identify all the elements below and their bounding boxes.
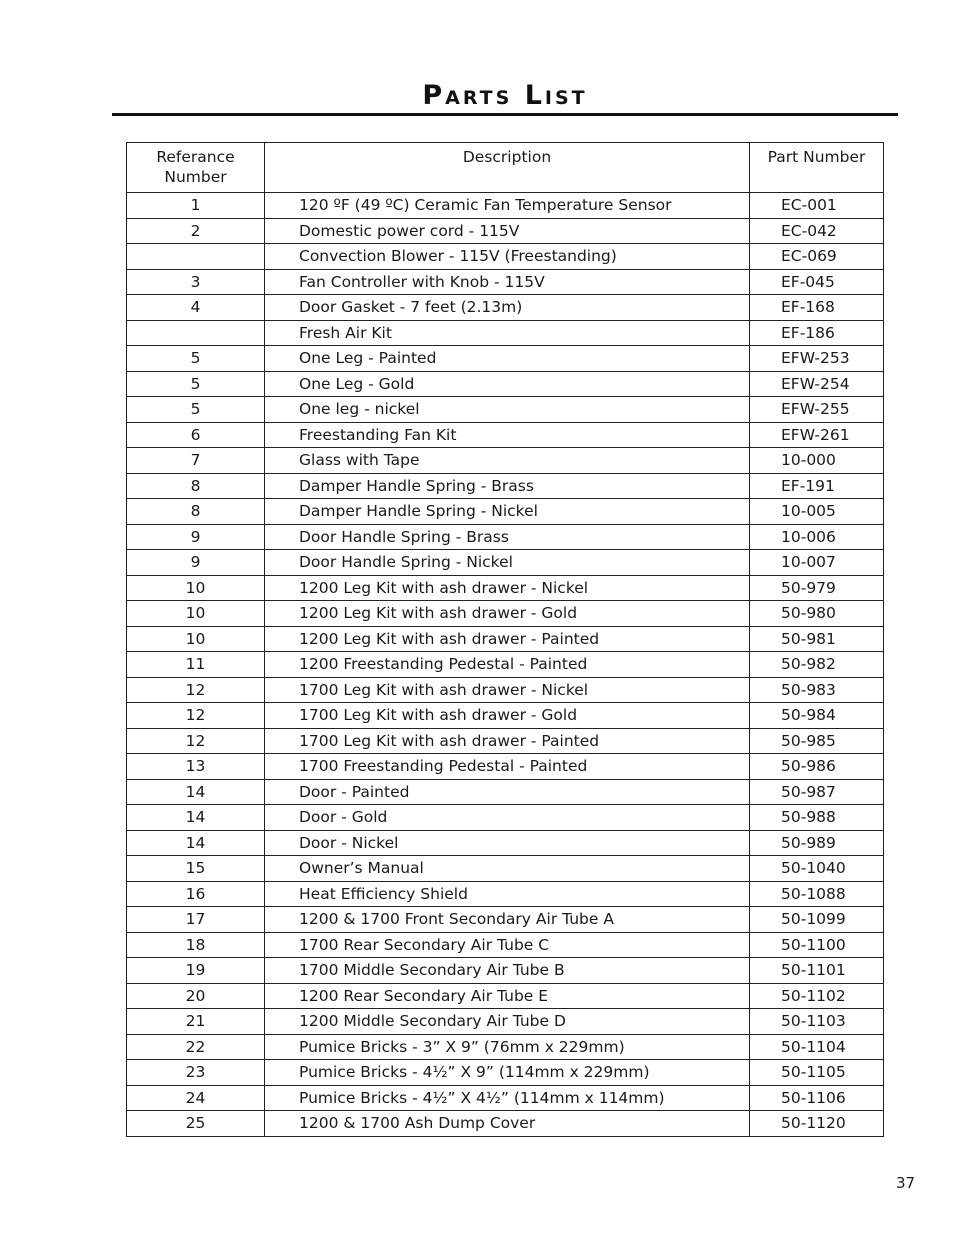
table-row: [127, 1034, 884, 1060]
cell-part-number: 50-1088: [750, 881, 884, 907]
cell-part-number: EFW-253: [750, 346, 884, 372]
cell-description: Fan Controller with Knob - 115V: [265, 269, 750, 295]
cell-part-number: 50-979: [750, 575, 884, 601]
cell-description: 1200 Leg Kit with ash drawer - Nickel: [265, 575, 750, 601]
cell-description: Pumice Bricks - 4½” X 4½” (114mm x 114mm): [265, 1085, 750, 1111]
cell-part-number: 50-1040: [750, 856, 884, 882]
cell-reference-number: 19: [127, 958, 265, 984]
title-rule: [112, 78, 898, 116]
cell-reference-number: 25: [127, 1111, 265, 1137]
cell-part-number: 50-989: [750, 830, 884, 856]
cell-part-number: EF-186: [750, 320, 884, 346]
cell-part-number: EF-191: [750, 473, 884, 499]
cell-reference-number: 5: [127, 346, 265, 372]
cell-reference-number: 17: [127, 907, 265, 933]
cell-part-number: 50-985: [750, 728, 884, 754]
cell-description: Pumice Bricks - 4½” X 9” (114mm x 229mm): [265, 1060, 750, 1086]
cell-reference-number: 2: [127, 218, 265, 244]
cell-part-number: 50-1105: [750, 1060, 884, 1086]
cell-part-number: 10-006: [750, 524, 884, 550]
header-description: Description: [265, 143, 750, 193]
cell-description: Door Gasket - 7 feet (2.13m): [265, 295, 750, 321]
cell-reference-number: 14: [127, 830, 265, 856]
cell-description: Door - Nickel: [265, 830, 750, 856]
table-row: [127, 754, 884, 780]
cell-reference-number: 20: [127, 983, 265, 1009]
cell-reference-number: 18: [127, 932, 265, 958]
cell-description: 1200 Leg Kit with ash drawer - Painted: [265, 626, 750, 652]
table-row: [127, 601, 884, 627]
table-row: [127, 805, 884, 831]
table-row: [127, 218, 884, 244]
table-row: [127, 499, 884, 525]
cell-reference-number: 23: [127, 1060, 265, 1086]
table-row: [127, 193, 884, 219]
cell-part-number: 50-1106: [750, 1085, 884, 1111]
table-row: [127, 1060, 884, 1086]
cell-reference-number: 9: [127, 524, 265, 550]
cell-description: 1700 Leg Kit with ash drawer - Gold: [265, 703, 750, 729]
cell-reference-number: [127, 244, 265, 270]
cell-part-number: EFW-254: [750, 371, 884, 397]
cell-reference-number: 11: [127, 652, 265, 678]
table-row: [127, 652, 884, 678]
cell-part-number: 50-986: [750, 754, 884, 780]
table-row: [127, 1009, 884, 1035]
cell-reference-number: [127, 320, 265, 346]
table-row: [127, 881, 884, 907]
table-row: [127, 397, 884, 423]
cell-description: 1700 Middle Secondary Air Tube B: [265, 958, 750, 984]
cell-part-number: 10-007: [750, 550, 884, 576]
cell-description: Damper Handle Spring - Brass: [265, 473, 750, 499]
cell-part-number: 50-987: [750, 779, 884, 805]
cell-part-number: EC-069: [750, 244, 884, 270]
table-row: [127, 524, 884, 550]
cell-description: One leg - nickel: [265, 397, 750, 423]
table-row: [127, 677, 884, 703]
cell-reference-number: 8: [127, 473, 265, 499]
cell-part-number: EFW-261: [750, 422, 884, 448]
table-row: [127, 371, 884, 397]
table-row: [127, 1111, 884, 1137]
cell-reference-number: 1: [127, 193, 265, 219]
cell-part-number: EF-045: [750, 269, 884, 295]
table-row: [127, 626, 884, 652]
cell-part-number: 50-988: [750, 805, 884, 831]
cell-description: Damper Handle Spring - Nickel: [265, 499, 750, 525]
cell-reference-number: 8: [127, 499, 265, 525]
page-title: Parts List: [422, 80, 588, 111]
cell-reference-number: 13: [127, 754, 265, 780]
table-row: [127, 422, 884, 448]
cell-part-number: 50-1103: [750, 1009, 884, 1035]
cell-description: Domestic power cord - 115V: [265, 218, 750, 244]
cell-reference-number: 12: [127, 677, 265, 703]
table-row: [127, 295, 884, 321]
parts-table: [126, 142, 884, 1137]
table-header-row: [127, 143, 884, 193]
header-reference-number: [127, 143, 265, 193]
cell-part-number: 10-000: [750, 448, 884, 474]
cell-description: Pumice Bricks - 3” X 9” (76mm x 229mm): [265, 1034, 750, 1060]
cell-reference-number: 15: [127, 856, 265, 882]
cell-description: Glass with Tape: [265, 448, 750, 474]
cell-description: Door Handle Spring - Brass: [265, 524, 750, 550]
cell-description: Door - Gold: [265, 805, 750, 831]
cell-reference-number: 10: [127, 601, 265, 627]
cell-description: 1700 Leg Kit with ash drawer - Nickel: [265, 677, 750, 703]
table-row: [127, 703, 884, 729]
cell-part-number: EC-001: [750, 193, 884, 219]
cell-reference-number: 16: [127, 881, 265, 907]
cell-reference-number: 21: [127, 1009, 265, 1035]
cell-reference-number: 7: [127, 448, 265, 474]
cell-reference-number: 14: [127, 779, 265, 805]
cell-part-number: 50-1104: [750, 1034, 884, 1060]
cell-description: 1200 & 1700 Front Secondary Air Tube A: [265, 907, 750, 933]
cell-description: Owner’s Manual: [265, 856, 750, 882]
table-row: [127, 473, 884, 499]
cell-part-number: 50-1099: [750, 907, 884, 933]
cell-part-number: 50-984: [750, 703, 884, 729]
table-row: [127, 1085, 884, 1111]
cell-part-number: 50-980: [750, 601, 884, 627]
cell-part-number: 50-981: [750, 626, 884, 652]
cell-description: 1700 Rear Secondary Air Tube C: [265, 932, 750, 958]
table-row: [127, 983, 884, 1009]
cell-description: 120 ºF (49 ºC) Ceramic Fan Temperature Sensor: [265, 193, 750, 219]
cell-description: Convection Blower - 115V (Freestanding): [265, 244, 750, 270]
cell-description: 1200 Freestanding Pedestal - Painted: [265, 652, 750, 678]
cell-description: One Leg - Gold: [265, 371, 750, 397]
cell-reference-number: 9: [127, 550, 265, 576]
cell-description: 1200 Middle Secondary Air Tube D: [265, 1009, 750, 1035]
cell-description: 1700 Freestanding Pedestal - Painted: [265, 754, 750, 780]
cell-part-number: 50-1120: [750, 1111, 884, 1137]
cell-part-number: 50-982: [750, 652, 884, 678]
cell-description: Freestanding Fan Kit: [265, 422, 750, 448]
cell-reference-number: 24: [127, 1085, 265, 1111]
cell-description: 1700 Leg Kit with ash drawer - Painted: [265, 728, 750, 754]
cell-reference-number: 5: [127, 371, 265, 397]
cell-reference-number: 10: [127, 575, 265, 601]
cell-reference-number: 22: [127, 1034, 265, 1060]
table-row: [127, 320, 884, 346]
cell-part-number: 50-1102: [750, 983, 884, 1009]
cell-description: Fresh Air Kit: [265, 320, 750, 346]
header-part-number: Part Number: [750, 143, 884, 193]
table-row: [127, 244, 884, 270]
cell-description: One Leg - Painted: [265, 346, 750, 372]
table-row: [127, 550, 884, 576]
cell-description: Door Handle Spring - Nickel: [265, 550, 750, 576]
table-row: [127, 907, 884, 933]
header-reference-line1: Referance: [156, 148, 235, 166]
cell-part-number: EC-042: [750, 218, 884, 244]
cell-description: 1200 Rear Secondary Air Tube E: [265, 983, 750, 1009]
cell-reference-number: 14: [127, 805, 265, 831]
cell-part-number: 50-1100: [750, 932, 884, 958]
table-row: [127, 830, 884, 856]
table-row: [127, 728, 884, 754]
cell-description: Door - Painted: [265, 779, 750, 805]
cell-part-number: EF-168: [750, 295, 884, 321]
cell-description: 1200 Leg Kit with ash drawer - Gold: [265, 601, 750, 627]
cell-description: Heat Efficiency Shield: [265, 881, 750, 907]
cell-description: 1200 & 1700 Ash Dump Cover: [265, 1111, 750, 1137]
cell-part-number: 50-983: [750, 677, 884, 703]
cell-reference-number: 12: [127, 728, 265, 754]
cell-part-number: EFW-255: [750, 397, 884, 423]
page-number: 37: [896, 1174, 916, 1192]
table-row: [127, 575, 884, 601]
table-row: [127, 856, 884, 882]
table-row: [127, 958, 884, 984]
table-row: [127, 779, 884, 805]
cell-reference-number: 5: [127, 397, 265, 423]
table-row: [127, 346, 884, 372]
table-row: [127, 448, 884, 474]
cell-part-number: 50-1101: [750, 958, 884, 984]
cell-part-number: 10-005: [750, 499, 884, 525]
table-row: [127, 932, 884, 958]
cell-reference-number: 12: [127, 703, 265, 729]
cell-reference-number: 10: [127, 626, 265, 652]
table-row: [127, 269, 884, 295]
header-reference-line2: Number: [164, 168, 227, 186]
cell-reference-number: 4: [127, 295, 265, 321]
table-body: [127, 193, 884, 1137]
cell-reference-number: 6: [127, 422, 265, 448]
cell-reference-number: 3: [127, 269, 265, 295]
